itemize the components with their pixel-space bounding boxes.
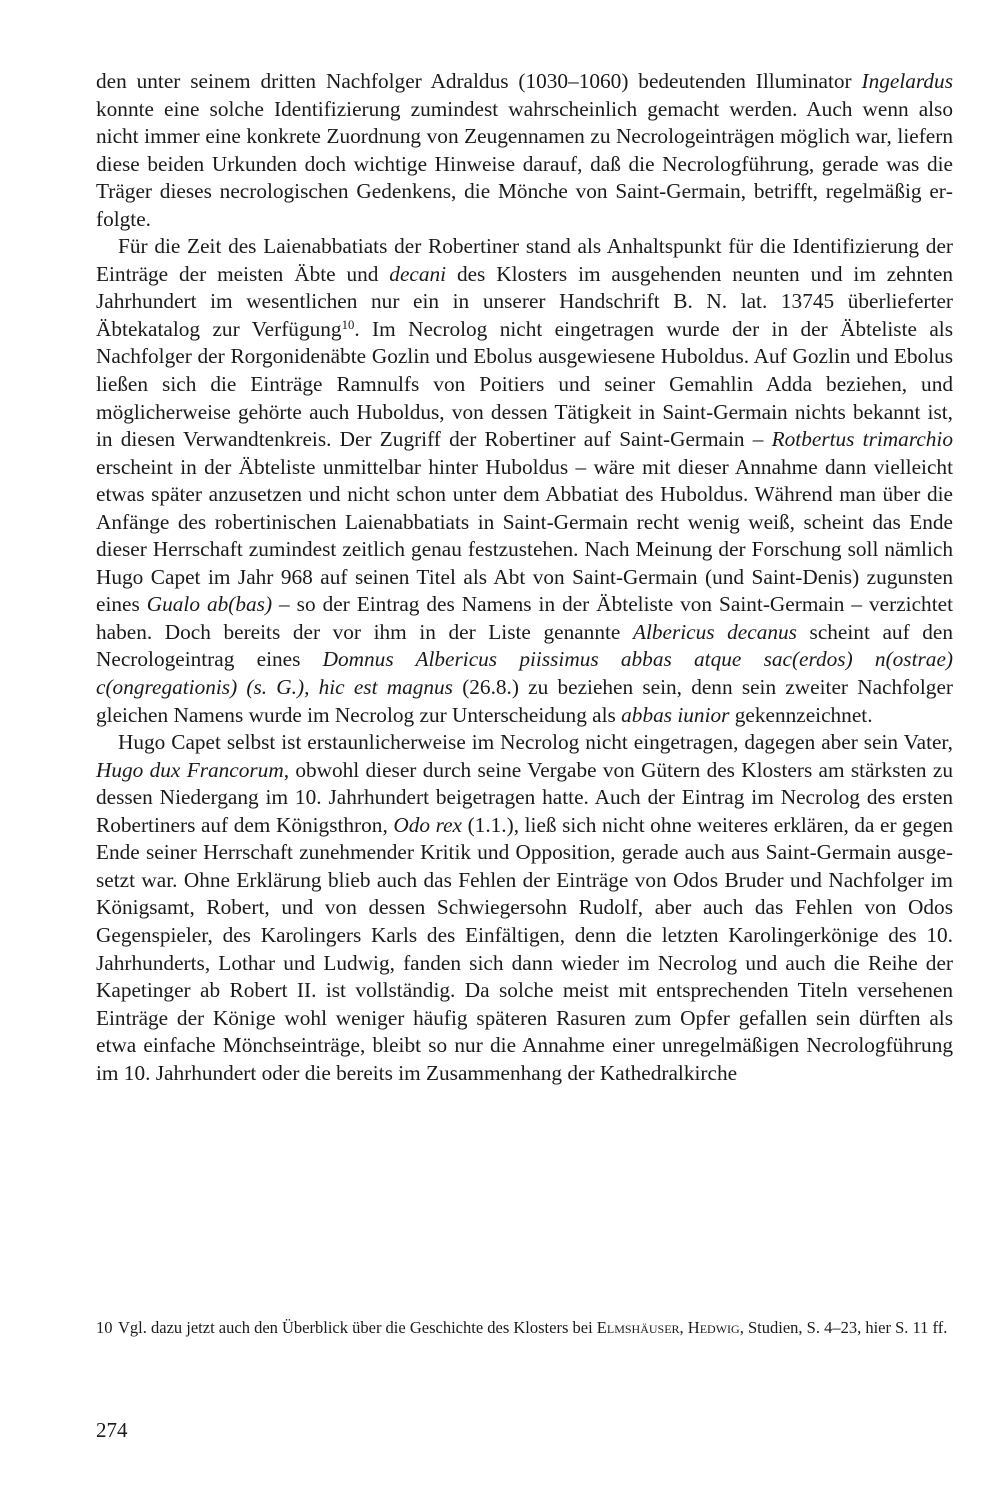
text-span: Vgl. dazu jetzt auch den Überblick über die Geschichte des Klosters bei	[118, 1318, 597, 1337]
footnote-ref: 10	[341, 317, 355, 332]
text-span: gekennzeichnet.	[729, 702, 873, 727]
text-span: erscheint in der Äbteliste unmittelbar hinter Huboldus – wäre mit dieser Annahme dann vielleicht etwas später anzusetzen und nicht schon unter dem Abbatiat des Huboldus. Während man über die Anfänge des robertinischen Laienabbatiats in Saint-Germain recht wenig weiß, scheint das Ende dieser Herrschaft zumindest zeitlich genau festzustehen. Nach Meinung der Forschung soll nämlich Hugo Capet im Jahr 968 auf seinen Titel als Abt von Saint-Germain (und Saint-Denis) zugunsten eines	[96, 454, 953, 617]
italic-span: Albericus decanus	[632, 619, 797, 644]
text-span: des Klosters im ausgehenden neunten und im zehnten Jahrhundert im wesentlichen nur ein in unserer Handschrift B. N. lat. 13745 überlieferter Äbtekatalog zur Verfügung	[96, 261, 953, 341]
italic-span: Ingelardus	[861, 69, 953, 93]
italic-span: Rotbertus trimarchio	[771, 427, 953, 452]
paragraph-1	[96, 68, 953, 233]
paragraph-3	[96, 729, 953, 1087]
text-span: konnte eine solche Identifizierung zumindest wahrscheinlich gemacht werden. Auch wenn also nicht immer eine konkrete Zuordnung von Zeugennamen zu Necrologeinträgen möglich war, liefern diese beiden Urkunden doch wichtige Hinweise darauf, daß die Necrologführung, gerade was die Träger dieses necrologischen Gedenkens, die Mönche von Saint-Germain, betrifft, regelmäßig erfolgte.	[96, 96, 953, 231]
italic-span: Odo rex	[393, 812, 463, 837]
text-span: den unter seinem dritten Nachfolger Adraldus (1030–1060) bedeutenden Illuminator	[96, 69, 862, 93]
footnote-number: 10	[96, 1318, 113, 1337]
text-span: (1.1.), ließ sich nicht ohne weiteres erklären, da er gegen Ende seiner Herrschaft zunehmender Kritik und Opposition, gerade auch aus Saint-Germain ausgesetzt war. Ohne Erklärung blieb auch das Fehlen der Einträge von Odos Bruder und Nachfolger im Königsamt, Robert, und von dessen Schwiegersohn Rudolf, aber auch das Fehlen von Odos Gegenspieler, des Karolingers Karls des Einfältigen, denn die letzten Karolingerkönige des 10. Jahrhunderts, Lothar und Ludwig, fanden sich dann wieder im Necrolog und auch die Reihe der Kapetinger ab Robert II. ist vollständig. Da solche meist mit entsprechenden Titeln versehenen Einträge der Könige wohl weniger häufig späteren Rasuren zum Opfer gefallen sein dürften als etwa einfache Mönchseinträge, bleibt so nur die Annahme einer unregelmäßigen Necrologführung im 10. Jahrhundert oder die bereits im Zusammenhang der Kathedralkirche	[96, 812, 954, 1085]
italic-span: Hugo dux Francorum	[96, 757, 284, 782]
italic-span: Gualo ab(bas)	[146, 592, 273, 617]
text-span: scheint auf den Necrologeintrag eines	[96, 619, 953, 672]
page-number: 274	[96, 1418, 128, 1442]
italic-span: abbas iunior	[621, 702, 730, 727]
footnote-10	[96, 1316, 953, 1340]
text-span: – so der Eintrag des Namens in der Äbteliste von Saint-Germain – verzichtet haben. Doch bereits der vor ihm in der Liste genannte	[96, 592, 953, 644]
italic-span: decani	[389, 261, 447, 286]
italic-span: Domnus Albericus piissimus abbas atque sac(erdos) n(ostrae) c(ongregationis) (s. G.), hic est magnus	[96, 647, 953, 700]
text-span: Hugo Capet selbst ist erstaunlicherweise im Necrolog nicht eingetragen, dagegen aber sein Vater,	[118, 730, 953, 755]
paragraph-2	[96, 233, 953, 729]
text-span: . Im Necrolog nicht eingetragen wurde der in der Äbteliste als Nachfolger der Rorgonidenäbte Gozlin und Ebolus ausgewiesene Huboldus. Auf Gozlin und Ebolus ließen sich die Einträge Ramnulfs von Poitiers und seiner Gemahlin Adda beziehen, und möglicherweise gehörte auch Huboldus, von dessen Tätigkeit in Saint-Germain nichts bekannt ist, in diesen Verwandtenkreis. Der Zugriff der Robertiner auf Saint-Germain –	[96, 316, 953, 452]
page-body	[96, 68, 953, 1087]
author-name: Elmshäuser, Hedwig	[596, 1318, 740, 1337]
text-span: Für die Zeit des Laienabbatiats der Robertiner stand als Anhaltspunkt für die Identifizierung der Einträge der meisten Äbte und	[96, 234, 953, 286]
text-span: (26.8.) zu beziehen sein, denn sein zweiter Nachfolger gleichen Namens wurde im Necrolog zur Unterscheidung als	[96, 675, 953, 727]
text-span: , obwohl dieser durch seine Vergabe von Gütern des Klosters am stärksten zu dessen Niedergang im 10. Jahrhundert beigetragen hatte. Auch der Eintrag im Necrolog des ersten Robertiners auf dem Königsthron,	[96, 757, 953, 837]
footnote-text	[118, 1318, 947, 1337]
text-span: , Studien, S. 4–23, hier S. 11 ff.	[739, 1318, 948, 1337]
body-text	[96, 68, 953, 1087]
